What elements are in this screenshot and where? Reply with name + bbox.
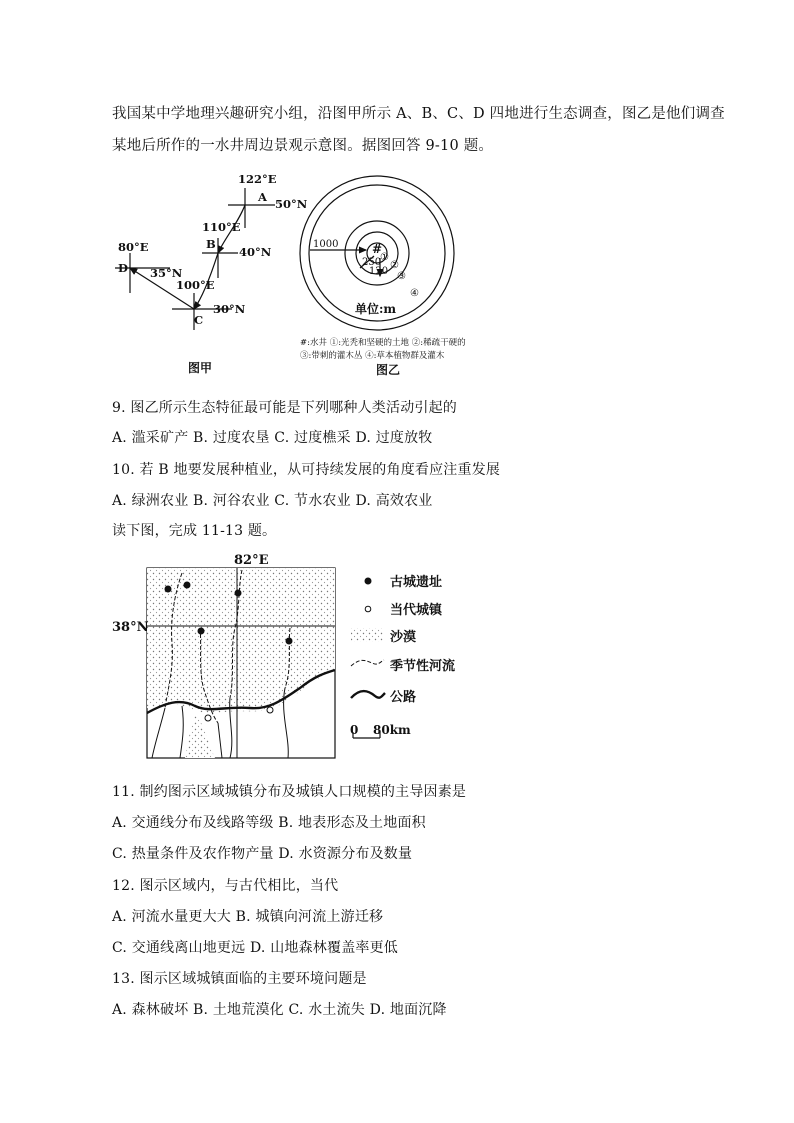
question-10-stem: 10. 若 B 地要发展种植业，从可持续发展的角度看应注重发展 bbox=[112, 462, 501, 478]
question-9-stem: 9. 图乙所示生态特征最可能是下列哪种人类活动引起的 bbox=[112, 400, 458, 416]
ring-4: ④ bbox=[410, 288, 419, 299]
scale-80km: 80km bbox=[373, 723, 411, 737]
figure-jia-yi bbox=[110, 168, 480, 380]
legend-river: 季节性河流 bbox=[390, 659, 456, 674]
question-9-options: A. 滥采矿产 B. 过度农垦 C. 过度樵采 D. 过度放牧 bbox=[112, 430, 433, 446]
lon-110: 110°E bbox=[202, 220, 241, 234]
label-c: C bbox=[194, 313, 204, 327]
modern-town bbox=[267, 707, 273, 713]
question-13-options: A. 森林破坏 B. 土地荒漠化 C. 水土流失 D. 地面沉降 bbox=[112, 1002, 447, 1018]
question-12-options-cd: C. 交通线离山地更远 D. 山地森林覆盖率更低 bbox=[112, 940, 398, 956]
lat-40: 40°N bbox=[239, 245, 272, 259]
legend-line-2: ③:带刺的灌木丛 ④:草本植物群及灌木 bbox=[300, 351, 445, 361]
question-13-stem: 13. 图示区域城镇面临的主要环境问题是 bbox=[112, 971, 367, 987]
lon-80: 80°E bbox=[118, 240, 149, 254]
intro-line-2: 某地后所作的一水井周边景观示意图。据图回答 9-10 题。 bbox=[112, 138, 494, 154]
intro-line-1: 我国某中学地理兴趣研究小组，沿图甲所示 A、B、C、D 四地进行生态调查，图乙是他们调查 bbox=[112, 106, 725, 122]
legend-road: 公路 bbox=[390, 690, 417, 705]
lat-50: 50°N bbox=[275, 197, 308, 211]
label-a: A bbox=[258, 190, 267, 204]
question-11-options-ab: A. 交通线分布及线路等级 B. 地表形态及土地面积 bbox=[112, 815, 426, 831]
ancient-city bbox=[286, 638, 293, 645]
lon-122: 122°E bbox=[238, 172, 277, 186]
lon-100: 100°E bbox=[176, 278, 215, 292]
unit-label: 单位:m bbox=[355, 302, 397, 316]
ancient-city bbox=[198, 628, 205, 635]
lat-38: 38°N bbox=[112, 620, 149, 635]
label-b: B bbox=[206, 237, 216, 251]
ancient-city bbox=[184, 582, 191, 589]
question-11-options-cd: C. 热量条件及农作物产量 D. 水资源分布及数量 bbox=[112, 846, 413, 862]
caption-yi: 图乙 bbox=[376, 363, 401, 377]
lat-35: 35°N bbox=[150, 266, 183, 280]
question-12-stem: 12. 图示区域内，与古代相比，当代 bbox=[112, 878, 339, 894]
modern-town bbox=[205, 715, 211, 721]
question-12-options-ab: A. 河流水量更大大 B. 城镇向河流上游迁移 bbox=[112, 909, 384, 925]
legend-modern: 当代城镇 bbox=[390, 603, 443, 618]
read-map-instruction: 读下图，完成 11-13 题。 bbox=[112, 523, 277, 539]
ring-1: ① bbox=[380, 252, 389, 263]
label-d: D bbox=[118, 261, 128, 275]
scale-zero: 0 bbox=[350, 723, 359, 737]
route-map-jia bbox=[115, 188, 275, 330]
caption-jia: 图甲 bbox=[188, 361, 213, 375]
dist-250: 250 bbox=[362, 257, 382, 268]
ring-3: ③ bbox=[397, 271, 406, 282]
question-10-options: A. 绿洲农业 B. 河谷农业 C. 节水农业 D. 高效农业 bbox=[112, 493, 433, 509]
lat-30: 30°N bbox=[213, 302, 246, 316]
legend-line-1: #:水井 ①:光秃和坚硬的土地 ②:稀疏干硬的 bbox=[300, 338, 466, 348]
ancient-city bbox=[165, 586, 172, 593]
ancient-city bbox=[235, 590, 242, 597]
legend-desert: 沙漠 bbox=[390, 630, 417, 645]
lon-82: 82°E bbox=[234, 553, 269, 568]
question-11-stem: 11. 制约图示区域城镇分布及城镇人口规模的主导因素是 bbox=[112, 784, 467, 800]
well-symbol: # bbox=[372, 242, 383, 256]
figure-desert-map bbox=[110, 548, 480, 763]
dist-120: 120 bbox=[369, 266, 389, 277]
ring-2: ② bbox=[390, 260, 399, 271]
dist-1000: 1000 bbox=[313, 239, 339, 250]
legend-ancient: 古城遗址 bbox=[390, 575, 443, 590]
